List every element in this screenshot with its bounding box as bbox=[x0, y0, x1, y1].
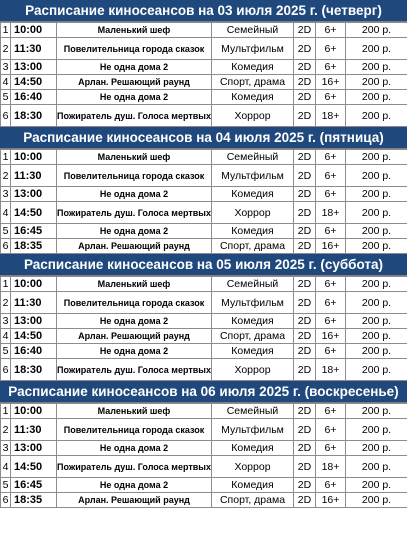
movie-genre: Хоррор bbox=[212, 359, 294, 381]
session-time: 18:35 bbox=[11, 239, 57, 254]
table-row bbox=[1, 314, 407, 329]
session-time: 18:35 bbox=[11, 493, 57, 508]
session-time: 10:00 bbox=[11, 277, 57, 292]
movie-title: Маленький шеф bbox=[57, 150, 212, 165]
movie-genre: Хоррор bbox=[212, 456, 294, 478]
table-row bbox=[1, 105, 407, 127]
movie-format: 2D bbox=[294, 38, 316, 60]
day-schedule bbox=[0, 0, 407, 127]
session-time: 10:00 bbox=[11, 150, 57, 165]
row-number: 1 bbox=[1, 23, 11, 38]
movie-genre: Комедия bbox=[212, 224, 294, 239]
session-time: 18:30 bbox=[11, 359, 57, 381]
table-row bbox=[1, 202, 407, 224]
session-time: 14:50 bbox=[11, 329, 57, 344]
age-rating: 16+ bbox=[316, 75, 346, 90]
row-number: 6 bbox=[1, 105, 11, 127]
movie-genre: Мультфильм bbox=[212, 419, 294, 441]
movie-title: Не одна дома 2 bbox=[57, 90, 212, 105]
table-row bbox=[1, 224, 407, 239]
age-rating: 16+ bbox=[316, 239, 346, 254]
age-rating: 6+ bbox=[316, 441, 346, 456]
movie-genre: Спорт, драма bbox=[212, 329, 294, 344]
age-rating: 18+ bbox=[316, 456, 346, 478]
ticket-price: 200 р. bbox=[346, 344, 407, 359]
movie-title: Арлан. Решающий раунд bbox=[57, 239, 212, 254]
movie-format: 2D bbox=[294, 329, 316, 344]
ticket-price: 200 р. bbox=[346, 419, 407, 441]
row-number: 5 bbox=[1, 90, 11, 105]
movie-format: 2D bbox=[294, 404, 316, 419]
movie-title: Пожиратель душ. Голоса мертвых bbox=[57, 359, 212, 381]
age-rating: 6+ bbox=[316, 344, 346, 359]
ticket-price: 200 р. bbox=[346, 224, 407, 239]
movie-genre: Комедия bbox=[212, 344, 294, 359]
table-row bbox=[1, 419, 407, 441]
session-time: 14:50 bbox=[11, 202, 57, 224]
day-header: Расписание киносеансов на 04 июля 2025 г. (пятница) bbox=[0, 127, 407, 149]
table-row bbox=[1, 292, 407, 314]
ticket-price: 200 р. bbox=[346, 202, 407, 224]
movie-format: 2D bbox=[294, 493, 316, 508]
ticket-price: 200 р. bbox=[346, 239, 407, 254]
age-rating: 6+ bbox=[316, 224, 346, 239]
table-row bbox=[1, 441, 407, 456]
movie-title: Повелительница города сказок bbox=[57, 419, 212, 441]
movie-format: 2D bbox=[294, 150, 316, 165]
table-row bbox=[1, 456, 407, 478]
movie-title: Пожиратель душ. Голоса мертвых bbox=[57, 456, 212, 478]
age-rating: 18+ bbox=[316, 202, 346, 224]
movie-genre: Спорт, драма bbox=[212, 75, 294, 90]
movie-format: 2D bbox=[294, 239, 316, 254]
row-number: 2 bbox=[1, 292, 11, 314]
age-rating: 6+ bbox=[316, 38, 346, 60]
movie-title: Повелительница города сказок bbox=[57, 38, 212, 60]
schedule-table bbox=[0, 22, 407, 127]
ticket-price: 200 р. bbox=[346, 75, 407, 90]
movie-genre: Мультфильм bbox=[212, 165, 294, 187]
ticket-price: 200 р. bbox=[346, 329, 407, 344]
movie-genre: Семейный bbox=[212, 404, 294, 419]
age-rating: 6+ bbox=[316, 187, 346, 202]
session-time: 14:50 bbox=[11, 456, 57, 478]
ticket-price: 200 р. bbox=[346, 187, 407, 202]
age-rating: 6+ bbox=[316, 292, 346, 314]
age-rating: 18+ bbox=[316, 105, 346, 127]
ticket-price: 200 р. bbox=[346, 165, 407, 187]
movie-genre: Комедия bbox=[212, 314, 294, 329]
movie-title: Не одна дома 2 bbox=[57, 60, 212, 75]
row-number: 5 bbox=[1, 344, 11, 359]
movie-format: 2D bbox=[294, 224, 316, 239]
row-number: 4 bbox=[1, 456, 11, 478]
movie-title: Маленький шеф bbox=[57, 23, 212, 38]
table-row bbox=[1, 75, 407, 90]
table-row bbox=[1, 187, 407, 202]
table-row bbox=[1, 359, 407, 381]
table-row bbox=[1, 344, 407, 359]
ticket-price: 200 р. bbox=[346, 456, 407, 478]
ticket-price: 200 р. bbox=[346, 60, 407, 75]
session-time: 10:00 bbox=[11, 23, 57, 38]
row-number: 3 bbox=[1, 441, 11, 456]
day-schedule bbox=[0, 381, 407, 508]
ticket-price: 200 р. bbox=[346, 359, 407, 381]
movie-title: Не одна дома 2 bbox=[57, 314, 212, 329]
movie-genre: Комедия bbox=[212, 441, 294, 456]
session-time: 11:30 bbox=[11, 165, 57, 187]
movie-format: 2D bbox=[294, 202, 316, 224]
movie-format: 2D bbox=[294, 165, 316, 187]
age-rating: 6+ bbox=[316, 165, 346, 187]
age-rating: 6+ bbox=[316, 478, 346, 493]
movie-genre: Семейный bbox=[212, 150, 294, 165]
movie-title: Арлан. Решающий раунд bbox=[57, 75, 212, 90]
day-schedule bbox=[0, 127, 407, 254]
movie-title: Арлан. Решающий раунд bbox=[57, 493, 212, 508]
day-header: Расписание киносеансов на 05 июля 2025 г. (суббота) bbox=[0, 254, 407, 276]
ticket-price: 200 р. bbox=[346, 105, 407, 127]
movie-format: 2D bbox=[294, 314, 316, 329]
movie-title: Не одна дома 2 bbox=[57, 344, 212, 359]
movie-title: Пожиратель душ. Голоса мертвых bbox=[57, 202, 212, 224]
movie-format: 2D bbox=[294, 419, 316, 441]
row-number: 2 bbox=[1, 38, 11, 60]
movie-title: Маленький шеф bbox=[57, 404, 212, 419]
ticket-price: 200 р. bbox=[346, 493, 407, 508]
row-number: 6 bbox=[1, 239, 11, 254]
movie-title: Не одна дома 2 bbox=[57, 187, 212, 202]
session-time: 18:30 bbox=[11, 105, 57, 127]
row-number: 1 bbox=[1, 150, 11, 165]
age-rating: 6+ bbox=[316, 404, 346, 419]
row-number: 6 bbox=[1, 493, 11, 508]
movie-genre: Комедия bbox=[212, 478, 294, 493]
table-row bbox=[1, 60, 407, 75]
movie-title: Не одна дома 2 bbox=[57, 478, 212, 493]
session-time: 11:30 bbox=[11, 292, 57, 314]
row-number: 4 bbox=[1, 329, 11, 344]
movie-genre: Спорт, драма bbox=[212, 493, 294, 508]
table-row bbox=[1, 150, 407, 165]
age-rating: 6+ bbox=[316, 23, 346, 38]
session-time: 14:50 bbox=[11, 75, 57, 90]
movie-genre: Семейный bbox=[212, 277, 294, 292]
movie-format: 2D bbox=[294, 292, 316, 314]
movie-title: Повелительница города сказок bbox=[57, 165, 212, 187]
age-rating: 6+ bbox=[316, 277, 346, 292]
session-time: 13:00 bbox=[11, 187, 57, 202]
table-row bbox=[1, 239, 407, 254]
row-number: 5 bbox=[1, 224, 11, 239]
age-rating: 16+ bbox=[316, 493, 346, 508]
movie-genre: Комедия bbox=[212, 60, 294, 75]
row-number: 4 bbox=[1, 202, 11, 224]
ticket-price: 200 р. bbox=[346, 441, 407, 456]
movie-genre: Семейный bbox=[212, 23, 294, 38]
age-rating: 6+ bbox=[316, 419, 346, 441]
movie-format: 2D bbox=[294, 344, 316, 359]
movie-format: 2D bbox=[294, 105, 316, 127]
movie-format: 2D bbox=[294, 277, 316, 292]
ticket-price: 200 р. bbox=[346, 277, 407, 292]
table-row bbox=[1, 329, 407, 344]
row-number: 3 bbox=[1, 314, 11, 329]
movie-format: 2D bbox=[294, 60, 316, 75]
ticket-price: 200 р. bbox=[346, 23, 407, 38]
movie-genre: Комедия bbox=[212, 187, 294, 202]
table-row bbox=[1, 90, 407, 105]
day-header: Расписание киносеансов на 03 июля 2025 г. (четверг) bbox=[0, 0, 407, 22]
session-time: 16:45 bbox=[11, 478, 57, 493]
day-header: Расписание киносеансов на 06 июля 2025 г. (воскресенье) bbox=[0, 381, 407, 403]
movie-genre: Мультфильм bbox=[212, 292, 294, 314]
age-rating: 6+ bbox=[316, 314, 346, 329]
age-rating: 6+ bbox=[316, 150, 346, 165]
movie-title: Пожиратель душ. Голоса мертвых bbox=[57, 105, 212, 127]
table-row bbox=[1, 478, 407, 493]
session-time: 13:00 bbox=[11, 60, 57, 75]
movie-title: Не одна дома 2 bbox=[57, 224, 212, 239]
ticket-price: 200 р. bbox=[346, 314, 407, 329]
table-row bbox=[1, 38, 407, 60]
session-time: 10:00 bbox=[11, 404, 57, 419]
row-number: 1 bbox=[1, 277, 11, 292]
movie-genre: Хоррор bbox=[212, 105, 294, 127]
movie-title: Повелительница города сказок bbox=[57, 292, 212, 314]
age-rating: 6+ bbox=[316, 60, 346, 75]
session-time: 11:30 bbox=[11, 38, 57, 60]
movie-title: Маленький шеф bbox=[57, 277, 212, 292]
movie-format: 2D bbox=[294, 90, 316, 105]
ticket-price: 200 р. bbox=[346, 292, 407, 314]
ticket-price: 200 р. bbox=[346, 90, 407, 105]
session-time: 13:00 bbox=[11, 441, 57, 456]
session-time: 16:40 bbox=[11, 344, 57, 359]
age-rating: 6+ bbox=[316, 90, 346, 105]
table-row bbox=[1, 277, 407, 292]
movie-format: 2D bbox=[294, 187, 316, 202]
row-number: 2 bbox=[1, 419, 11, 441]
ticket-price: 200 р. bbox=[346, 404, 407, 419]
age-rating: 18+ bbox=[316, 359, 346, 381]
movie-genre: Спорт, драма bbox=[212, 239, 294, 254]
row-number: 3 bbox=[1, 60, 11, 75]
session-time: 16:40 bbox=[11, 90, 57, 105]
table-row bbox=[1, 493, 407, 508]
row-number: 4 bbox=[1, 75, 11, 90]
row-number: 5 bbox=[1, 478, 11, 493]
ticket-price: 200 р. bbox=[346, 478, 407, 493]
table-row bbox=[1, 165, 407, 187]
row-number: 2 bbox=[1, 165, 11, 187]
row-number: 6 bbox=[1, 359, 11, 381]
table-row bbox=[1, 23, 407, 38]
ticket-price: 200 р. bbox=[346, 38, 407, 60]
day-schedule bbox=[0, 254, 407, 381]
movie-genre: Мультфильм bbox=[212, 38, 294, 60]
movie-format: 2D bbox=[294, 441, 316, 456]
row-number: 3 bbox=[1, 187, 11, 202]
schedule-table bbox=[0, 403, 407, 508]
table-row bbox=[1, 404, 407, 419]
schedule-table bbox=[0, 149, 407, 254]
session-time: 11:30 bbox=[11, 419, 57, 441]
movie-title: Не одна дома 2 bbox=[57, 441, 212, 456]
session-time: 13:00 bbox=[11, 314, 57, 329]
movie-title: Арлан. Решающий раунд bbox=[57, 329, 212, 344]
session-time: 16:45 bbox=[11, 224, 57, 239]
age-rating: 16+ bbox=[316, 329, 346, 344]
movie-format: 2D bbox=[294, 478, 316, 493]
movie-format: 2D bbox=[294, 75, 316, 90]
movie-format: 2D bbox=[294, 359, 316, 381]
movie-format: 2D bbox=[294, 456, 316, 478]
row-number: 1 bbox=[1, 404, 11, 419]
schedule-table bbox=[0, 276, 407, 381]
movie-genre: Комедия bbox=[212, 90, 294, 105]
movie-genre: Хоррор bbox=[212, 202, 294, 224]
ticket-price: 200 р. bbox=[346, 150, 407, 165]
movie-format: 2D bbox=[294, 23, 316, 38]
